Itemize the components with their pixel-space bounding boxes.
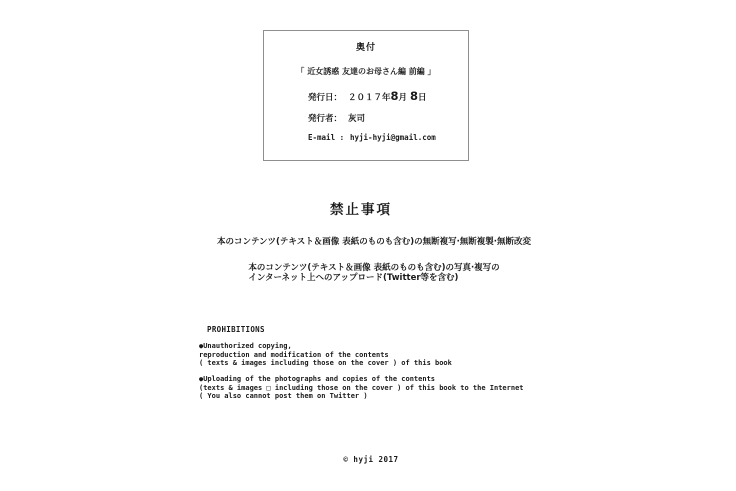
prohibitions-jp-item2-line2: インターネット上へのアップロード(Twitter等を含む) — [248, 273, 459, 283]
book-title: 「 近女誘惑 友達のお母さん編 前編 」 — [296, 67, 436, 76]
prohibitions-jp-item2-line1: 本のコンテンツ(テキスト＆画像 表紙のものも含む)の写真·複写の — [248, 263, 500, 273]
prohibitions-jp-item2-wrap — [0, 263, 736, 284]
prohibitions-en-item1-line3: ( texts & images including those on the cover ) of this book — [199, 359, 452, 367]
colophon-box — [263, 30, 469, 161]
publish-date-month-suffix: 月 — [398, 93, 410, 103]
copyright-notice: © hyji 2017 — [343, 455, 399, 464]
publish-date-day-suffix: 日 — [418, 93, 427, 103]
publisher-label: 発行者： — [308, 114, 343, 124]
colophon-heading: 奥付 — [355, 43, 376, 53]
prohibitions-en-item1-line1: ●Unauthorized copying, — [199, 342, 292, 350]
publish-date-year: ２０１７年 — [348, 93, 391, 103]
email-line — [308, 133, 436, 142]
prohibitions-en-item2-line1: ●Uploading of the photographs and copies of the contents — [199, 375, 436, 383]
publish-date-day-number: 8 — [410, 89, 419, 103]
publish-date-label: 発行日： — [308, 93, 343, 103]
prohibitions-jp-item1: 本のコンテンツ(テキスト＆画像 表紙のものも含む)の無断複写·無断複製·無断改変 — [216, 237, 532, 247]
publisher-value: 灰司 — [348, 114, 366, 124]
email-value: hyji-hyji@gmail.com — [350, 133, 436, 142]
publisher-line — [308, 112, 365, 124]
prohibitions-en-item1-line2: reproduction and modification of the contents — [199, 350, 389, 359]
prohibitions-en-item2-line2: (texts & images □ including those on the cover ) of this book to the Internet — [199, 383, 524, 392]
email-label: E-mail : — [308, 133, 345, 142]
prohibitions-en-item1 — [199, 342, 452, 368]
prohibitions-en-item2-line3: ( You also cannot post them on Twitter ) — [199, 392, 368, 400]
prohibitions-jp-heading: 禁止事項 — [330, 202, 392, 218]
prohibitions-en-heading: PROHIBITIONS — [207, 325, 265, 334]
publish-date-line — [308, 91, 427, 103]
publish-date-month-number: 8 — [390, 89, 399, 103]
prohibitions-en-item2 — [199, 375, 524, 401]
prohibitions-jp-item2 — [248, 263, 499, 283]
